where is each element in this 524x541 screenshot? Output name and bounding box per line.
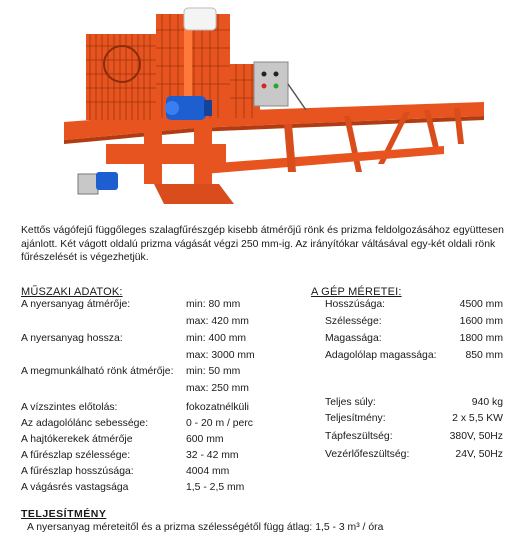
spec-value: fokozatnélküli bbox=[186, 402, 249, 413]
dim-label: Hosszúsága: bbox=[325, 299, 386, 310]
spec-label: A nyersanyag átmérője: bbox=[21, 299, 131, 310]
spec-label: A vágásrés vastagsága bbox=[21, 482, 129, 493]
spec-value: 1,5 - 2,5 mm bbox=[186, 482, 245, 493]
control-panel bbox=[254, 62, 288, 106]
spec-label: A megmunkálható rönk átmérője: bbox=[21, 366, 174, 377]
dim-label: Adagolólap magassága: bbox=[325, 350, 437, 361]
description bbox=[21, 224, 511, 265]
specs-title: MŰSZAKI ADATOK: bbox=[21, 286, 123, 298]
dim-value: 1800 mm bbox=[459, 333, 503, 344]
dim-value: 1600 mm bbox=[459, 316, 503, 327]
spec-label: Az adagolólánc sebessége: bbox=[21, 418, 149, 429]
dim-value: 4500 mm bbox=[459, 299, 503, 310]
performance-text: A nyersanyag méreteitől és a prizma szélességétől függ átlag: 1,5 - 3 m³ / óra bbox=[27, 522, 384, 533]
dim-label: Vezérlőfeszültség: bbox=[325, 449, 410, 460]
spec-value: max: 420 mm bbox=[186, 316, 249, 327]
spec-value: 4004 mm bbox=[186, 466, 230, 477]
performance-title: TELJESÍTMÉNY bbox=[21, 508, 107, 520]
dim-value: 380V, 50Hz bbox=[449, 431, 503, 442]
spec-label: A vízszintes előtolás: bbox=[21, 402, 118, 413]
spec-value: 600 mm bbox=[186, 434, 224, 445]
description-text: Kettős vágófejű függőleges szalagfűrészgép kisebb átmérőjű rönk és prizma feldolgozásához együttesen ajánlott. Két vágott oldalú prizma vágását végzi 250 mm-ig. Az irányítókar váltásával egy-két oldali rönk fűrészelését is végezhetjük. bbox=[21, 225, 504, 263]
spec-label: A hajtókerekek átmérője bbox=[21, 434, 133, 445]
dim-value: 940 kg bbox=[471, 397, 503, 408]
spec-value: 32 - 42 mm bbox=[186, 450, 239, 461]
spec-label: A fűrészlap szélessége: bbox=[21, 450, 131, 461]
dim-label: Teljes súly: bbox=[325, 397, 376, 408]
spec-value: max: 250 mm bbox=[186, 383, 249, 394]
spec-label: A nyersanyag hossza: bbox=[21, 333, 123, 344]
spec-value: 0 - 20 m / perc bbox=[186, 418, 253, 429]
dim-value: 850 mm bbox=[465, 350, 503, 361]
dimensions-title: A GÉP MÉRETEI: bbox=[311, 286, 402, 298]
feed-motor bbox=[96, 172, 118, 190]
dim-value: 2 x 5,5 KW bbox=[452, 413, 503, 424]
dim-label: Magassága: bbox=[325, 333, 382, 344]
spec-label: A fűrészlap hosszúsága: bbox=[21, 466, 134, 477]
spec-value: min: 400 mm bbox=[186, 333, 247, 344]
spec-value: min: 50 mm bbox=[186, 366, 241, 377]
spec-value: min: 80 mm bbox=[186, 299, 241, 310]
coolant-tank bbox=[184, 8, 216, 30]
dim-label: Szélessége: bbox=[325, 316, 382, 327]
dim-label: Tápfeszültség: bbox=[325, 431, 393, 442]
dim-label: Teljesítmény: bbox=[325, 413, 386, 424]
dim-value: 24V, 50Hz bbox=[455, 449, 503, 460]
spec-value: max: 3000 mm bbox=[186, 350, 255, 361]
machine-photo bbox=[44, 4, 484, 219]
